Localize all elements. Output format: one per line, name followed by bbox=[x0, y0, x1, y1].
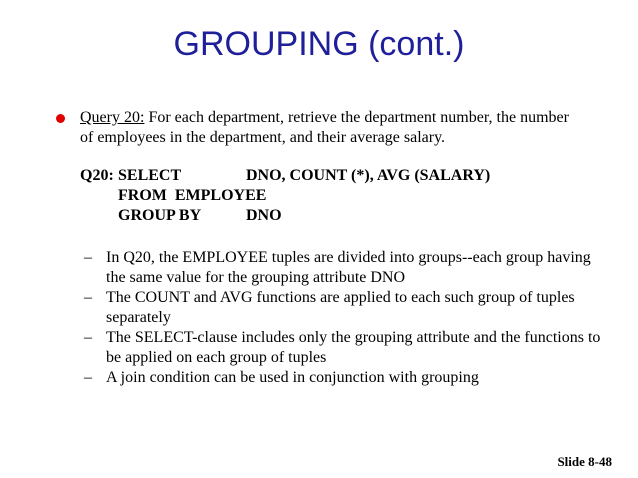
sub-bullet-text: The SELECT-clause includes only the grouping attribute and the functions to be applied on each group of tuples bbox=[106, 329, 601, 366]
dash-icon: – bbox=[84, 289, 92, 306]
sub-bullet bbox=[84, 248, 604, 288]
sql-groupby-keyword: GROUP BY bbox=[118, 207, 202, 224]
sub-bullet-text: A join condition can be used in conjunction with grouping bbox=[106, 369, 479, 386]
dash-icon: – bbox=[84, 369, 92, 386]
sql-groupby-args: DNO bbox=[246, 207, 282, 224]
sql-select-keyword: SELECT bbox=[118, 167, 182, 184]
sub-bullet bbox=[84, 288, 604, 328]
bullet-text bbox=[80, 108, 580, 148]
dash-icon: – bbox=[84, 249, 92, 266]
dash-icon: – bbox=[84, 329, 92, 346]
sub-bullet bbox=[84, 368, 604, 388]
sub-bullet-list bbox=[84, 248, 604, 388]
sql-select-args: DNO, COUNT (*), AVG (SALARY) bbox=[246, 167, 491, 184]
sql-from-clause: FROM EMPLOYEE bbox=[118, 187, 267, 204]
query-label: Query 20: bbox=[80, 109, 145, 126]
sub-bullet-text: The COUNT and AVG functions are applied to each such group of tuples separately bbox=[106, 289, 575, 326]
sql-query-label: Q20: bbox=[80, 167, 114, 184]
query-description: For each department, retrieve the department number, the number of employees in the department, and their average salary. bbox=[80, 109, 569, 146]
sub-bullet-text: In Q20, the EMPLOYEE tuples are divided into groups--each group having the same value for the grouping attribute DNO bbox=[106, 249, 591, 286]
slide-number: Slide 8-48 bbox=[557, 454, 612, 469]
sub-bullet bbox=[84, 328, 604, 368]
bullet-dot-icon bbox=[56, 114, 65, 123]
slide-title: GROUPING (cont.) bbox=[173, 25, 465, 63]
